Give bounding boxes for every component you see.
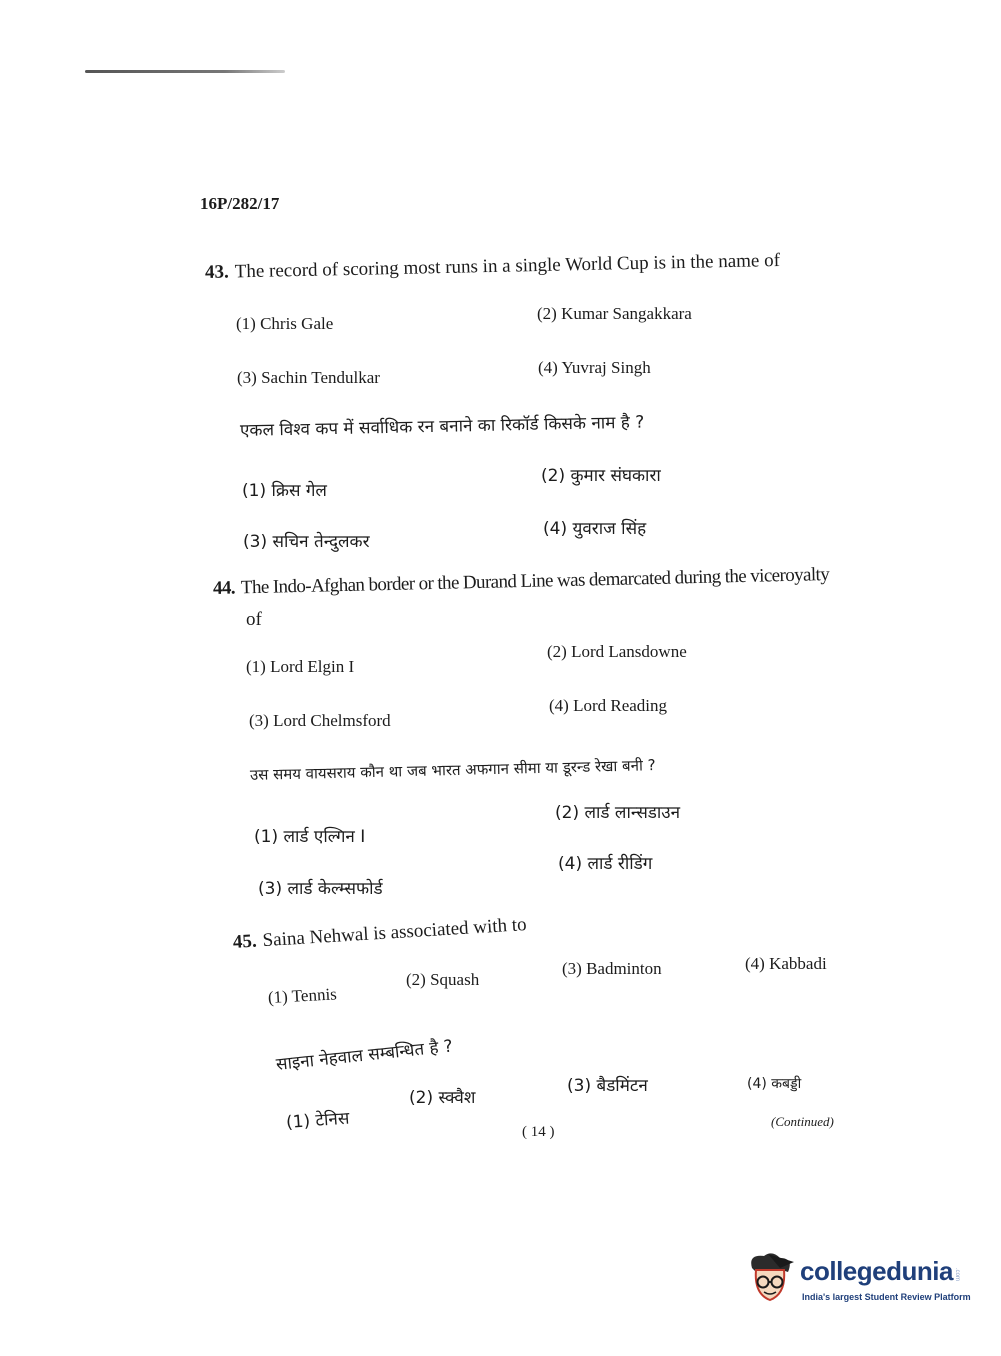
- q45-hindi-option-2: (2) स्क्वैश: [409, 1088, 476, 1108]
- question-text: Saina Nehwal is associated with to: [262, 914, 528, 952]
- question-number: 43.: [204, 261, 229, 283]
- q44-hindi-option-4: (4) लार्ड रीडिंग: [558, 854, 653, 874]
- q45-hindi-option-3: (3) बैडमिंटन: [567, 1076, 648, 1096]
- q43-option-3: (3) Sachin Tendulkar: [237, 368, 380, 387]
- q44-hindi-option-1: (1) लार्ड एल्गिन I: [254, 827, 366, 847]
- page-number: ( 14 ): [522, 1124, 555, 1140]
- q43-option-2: (2) Kumar Sangakkara: [537, 304, 692, 323]
- question-number: 44.: [212, 577, 236, 599]
- continued-label: (Continued): [771, 1114, 834, 1129]
- question-45: [232, 914, 527, 954]
- q45-option-1: (1) Tennis: [267, 984, 338, 1007]
- q43-hindi-text: एकल विश्व कप में सर्वाधिक रन बनाने का रिकॉर्ड किसके नाम है ?: [239, 412, 645, 441]
- q45-hindi-option-4: (4) कबड्डी: [747, 1076, 802, 1092]
- q45-option-3: (3) Badminton: [562, 959, 662, 978]
- q44-hindi-option-2: (2) लार्ड लान्सडाउन: [555, 803, 681, 823]
- logo-wordmark: collegedunia: [800, 1256, 953, 1286]
- q45-hindi-option-1: (1) टेनिस: [285, 1108, 351, 1133]
- mascot-icon: [742, 1250, 800, 1312]
- question-44-line-2: of: [246, 609, 262, 630]
- logo-tagline: India's largest Student Review Platform: [802, 1292, 971, 1302]
- q44-hindi-text: उस समय वायसराय कौन था जब भारत अफगान सीमा या डूरन्ड रेखा बनी ?: [249, 756, 656, 784]
- q43-hindi-option-2: (2) कुमार संघकारा: [541, 466, 661, 486]
- top-rule: [85, 70, 285, 73]
- question-number: 45.: [232, 930, 258, 953]
- q45-hindi-text: साइना नेहवाल सम्बन्धित है ?: [275, 1036, 454, 1075]
- q43-hindi-option-1: (1) क्रिस गेल: [242, 481, 327, 501]
- logo-suffix: .com: [954, 1268, 960, 1282]
- q44-hindi-option-3: (3) लार्ड केल्म्सफोर्ड: [258, 879, 383, 899]
- collegedunia-logo: [742, 1248, 972, 1318]
- question-text-line-1: The Indo-Afghan border or the Durand Line was demarcated during the viceroyalty: [240, 564, 830, 599]
- q44-option-4: (4) Lord Reading: [549, 696, 668, 715]
- q44-option-2: (2) Lord Lansdowne: [547, 642, 687, 661]
- q44-option-1: (1) Lord Elgin I: [246, 657, 355, 676]
- q45-option-2: (2) Squash: [406, 970, 480, 989]
- question-44: [213, 564, 830, 600]
- q43-option-1: (1) Chris Gale: [236, 314, 334, 333]
- q43-hindi-option-4: (4) युवराज सिंह: [543, 519, 647, 539]
- q45-option-4: (4) Kabbadi: [745, 954, 827, 973]
- q43-hindi-option-3: (3) सचिन तेन्दुलकर: [243, 532, 370, 552]
- q43-option-4: (4) Yuvraj Singh: [538, 358, 651, 377]
- question-text: The record of scoring most runs in a single World Cup is in the name of: [234, 249, 781, 283]
- q44-option-3: (3) Lord Chelmsford: [249, 711, 391, 730]
- question-43: [205, 250, 780, 284]
- paper-code: 16P/282/17: [200, 194, 280, 213]
